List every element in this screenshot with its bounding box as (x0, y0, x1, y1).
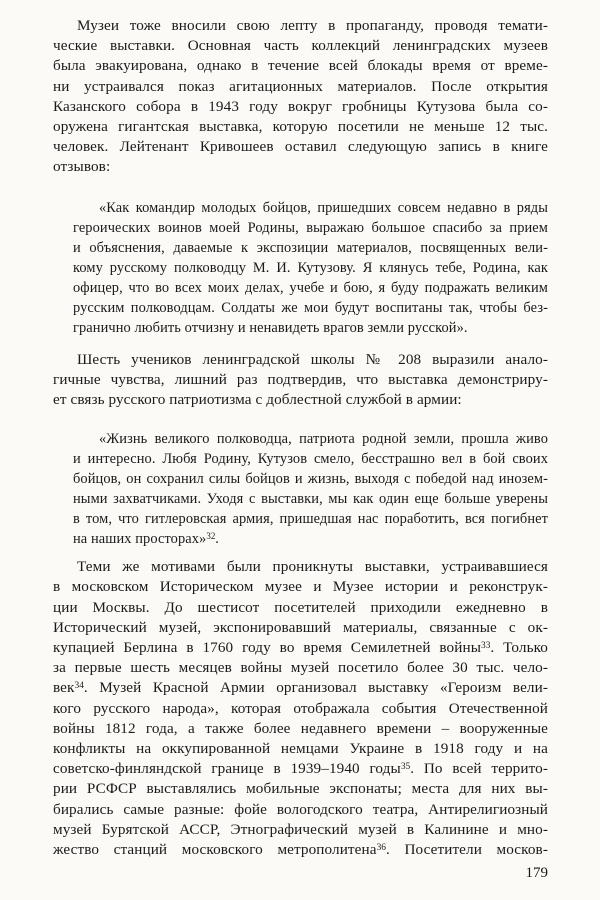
text-line: Музеи тоже вносили свою лепту в пропаганду, проводя темати- (77, 17, 548, 34)
text-line: ческие выставки. Основная часть коллекций ленинградских музеев (53, 37, 548, 55)
text-line: отзывов: (53, 158, 111, 176)
text-line: ными захватчиками. Уходя с выставки, мы как один еще больше уверены (73, 491, 548, 508)
text-line: гранично любить отчизну и ненавидеть врагов земли русской». (73, 319, 468, 336)
text-line: конфликты на оккупированной немцами Украине в 1918 году и на (53, 740, 548, 758)
text-line: кому русскому полководцу М. И. Кутузову. Я клянусь тебе, Родина, как (73, 259, 548, 276)
footnote-marker: 32 (206, 531, 216, 542)
text-line: в московском Историческом музее и Музее истории и реконструк- (53, 578, 548, 596)
page-number: 179 (525, 865, 548, 882)
text-line: рии РСФСР выставлялись мобильные экспонаты; места для них вы- (53, 780, 548, 798)
text-line: купацией Берлина в 1760 году во время Семилетней войны$^{33}$. Только (53, 639, 548, 657)
paragraph (53, 350, 548, 411)
text-line: «Жизнь великого полководца, патриота родной земли, прошла живо (99, 431, 548, 448)
text-line: ни устраивался показ агитационных материалов. После открытия (53, 77, 548, 95)
text-line: советско-финляндской границе в 1939–1940 годы$^{35}$. По всей террито- (53, 760, 548, 778)
block-quote (73, 198, 548, 338)
text-line: войны 1812 года, а также более недавнего времени – вооруженные (53, 719, 548, 737)
text-line: офицер, что во всех моих делах, учебе и бою, я буду подражать великим (73, 279, 548, 296)
text-line: гичные чувства, лишний раз подтвердив, что выставка демонстриру- (53, 370, 548, 388)
page-text (53, 16, 548, 860)
text-line: век$^{34}$. Музей Красной Армии организовал выставку «Героизм вели- (53, 679, 548, 697)
text-line: музей Бурятской АССР, Этнографический музей в Калинине и мно- (53, 820, 548, 838)
text-line: русским полководцам. Солдаты же мои будут воспитаны так, чтобы без- (73, 299, 548, 316)
text-line: за первые шесть месяцев войны музей посетило более 30 тыс. чело- (53, 659, 548, 677)
text-line: кого русского народа», которая отображала события Отечественной (53, 699, 548, 717)
text-line: в том, что гитлеровская армия, пришедшая нас поработить, вся погибнет (73, 511, 548, 528)
paragraph (53, 16, 548, 178)
text-line: Шесть учеников ленинградской школы № 208 выразили анало- (77, 350, 548, 368)
text-line: бойцов, он сохранил силы бойцов и жизнь, выходя с победой над инозем- (73, 471, 548, 488)
text-line: Исторический музей, экспонировавший материалы, связанные с ок- (53, 618, 548, 636)
text-line: ции Москвы. До шестисот посетителей приходили ежедневно в (53, 598, 548, 616)
footnote-marker: 35 (400, 762, 411, 773)
footnote-marker: 33 (481, 640, 491, 651)
text-line: и интересно. Любя Родину, Кутузов смело, бесстрашно вел в бой своих (73, 451, 548, 468)
block-quote (73, 429, 548, 549)
text-line: бирались самые разные: фойе вологодского театра, Антирелигиозный (53, 800, 548, 818)
text-line: героических воинов моей Родины, выражаю большое спасибо за прием (73, 219, 548, 236)
footnote-marker: 36 (376, 842, 386, 853)
text-line: человек. Лейтенант Кривошеев оставил следующую запись в книге (53, 138, 548, 156)
text-line: и объяснения, даваемые к экспозиции материалов, посвященных вели- (73, 239, 548, 256)
text-line: ет связь русского патриотизма с доблестной службой в армии: (53, 391, 462, 409)
text-line: оружена гигантская выставка, которую посетили не меньше 12 тыс. (53, 118, 548, 136)
text-line: «Как командир молодых бойцов, пришедших совсем недавно в ряды (99, 199, 548, 216)
text-line: на наших просторах»$^{32}$. (73, 531, 219, 548)
paragraph (53, 557, 548, 860)
footnote-marker: 34 (74, 681, 84, 692)
text-line: была эвакуирована, однако в течение всей блокады время от време- (53, 57, 548, 75)
text-line: Теми же мотивами были проникнуты выставки, устраивавшиеся (77, 558, 548, 576)
text-line: Казанского собора в 1943 году вокруг гробницы Кутузова была со- (53, 97, 548, 115)
text-line: жество станций московского метрополитена$^{36}$. Посетители москов- (53, 841, 548, 859)
